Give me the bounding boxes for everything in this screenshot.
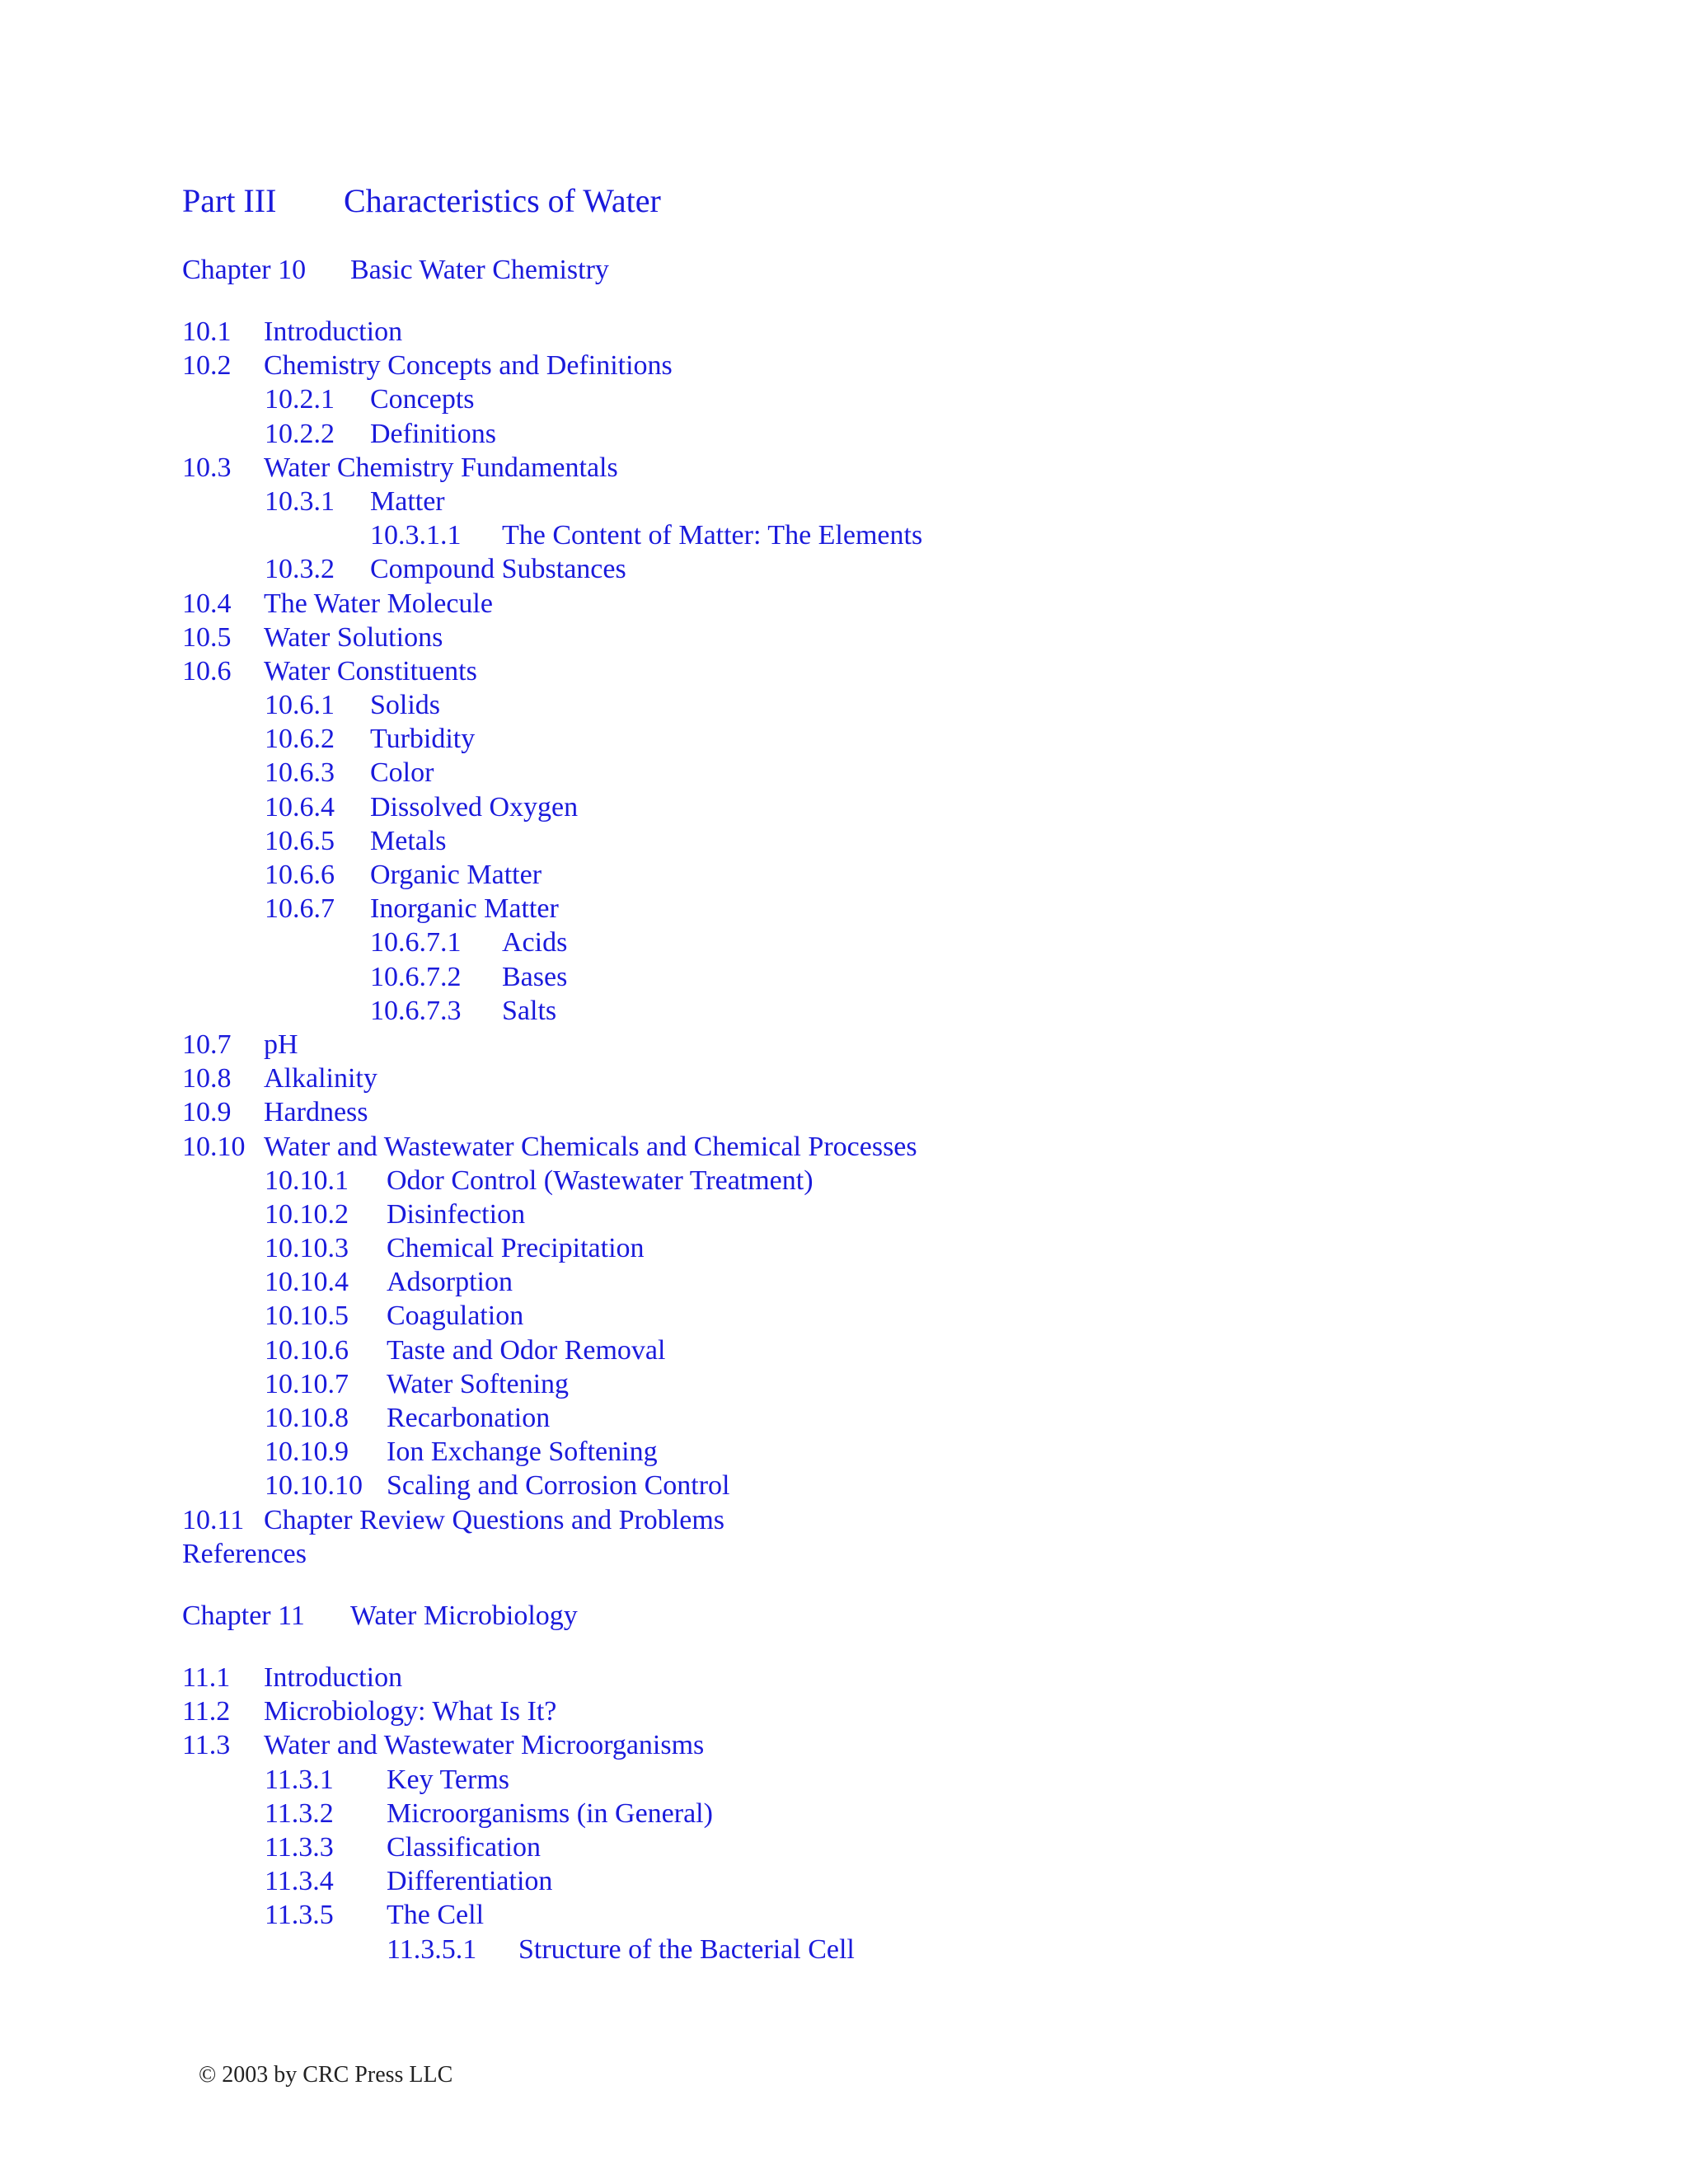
toc-entry-title[interactable]: Taste and Odor Removal <box>387 1334 666 1366</box>
toc-entry-title[interactable]: Odor Control (Wastewater Treatment) <box>387 1165 814 1196</box>
toc-entry[interactable] <box>182 1694 1254 1728</box>
toc-entry-title[interactable]: Microbiology: What Is It? <box>264 1696 557 1727</box>
toc-entry-number[interactable]: 11.3.5 <box>265 1900 334 1931</box>
toc-entry[interactable] <box>182 722 1254 756</box>
toc-entry-title[interactable]: Chemistry Concepts and Definitions <box>264 350 673 382</box>
toc-entry-title[interactable]: Metals <box>370 825 447 856</box>
toc-entry-number[interactable]: 10.11 <box>182 1504 245 1535</box>
toc-entry-number[interactable]: 11.3.5.1 <box>387 1933 477 1965</box>
toc-entry-title[interactable]: Microorganisms (in General) <box>387 1797 713 1829</box>
toc-entry[interactable] <box>182 1537 1254 1571</box>
toc-list <box>182 1661 1254 1966</box>
toc-entry[interactable] <box>182 451 1254 485</box>
toc-entry-title[interactable]: The Content of Matter: The Elements <box>502 520 923 551</box>
toc-entry-title[interactable]: Chapter Review Questions and Problems <box>264 1504 725 1535</box>
toc-entry-number[interactable]: 10.6.7 <box>265 893 335 925</box>
toc-entry-number[interactable]: 10.5 <box>182 621 232 653</box>
toc-entry-number[interactable]: 10.10.6 <box>265 1334 349 1366</box>
toc-entry-title[interactable]: pH <box>264 1029 298 1060</box>
toc-entry[interactable] <box>182 892 1254 926</box>
toc-entry[interactable] <box>182 485 1254 518</box>
toc-entry-number[interactable]: 10.3.2 <box>265 554 335 585</box>
toc-entry-title[interactable]: Water Constituents <box>264 655 477 687</box>
toc-entry-title[interactable]: Coagulation <box>387 1301 524 1332</box>
toc-entry-number[interactable]: 10.6.4 <box>265 791 335 823</box>
toc-entry[interactable] <box>182 824 1254 858</box>
toc-entry-number[interactable]: 10.3 <box>182 452 232 483</box>
toc-entry-number[interactable]: 11.3.3 <box>265 1831 334 1863</box>
toc-entry-number[interactable]: 10.3.1.1 <box>370 520 462 551</box>
toc-entry-number[interactable]: 10.8 <box>182 1063 232 1094</box>
toc-entry[interactable] <box>182 1435 1254 1469</box>
toc-entry-title[interactable]: Key Terms <box>387 1764 510 1795</box>
toc-entry-title[interactable]: Adsorption <box>387 1267 513 1298</box>
chapter-title[interactable]: Basic Water Chemistry <box>350 255 609 285</box>
toc-entry-title[interactable]: Classification <box>387 1831 541 1863</box>
toc-entry[interactable] <box>182 417 1254 451</box>
toc-entry-number[interactable]: 10.6 <box>182 655 232 687</box>
toc-entry[interactable] <box>182 858 1254 892</box>
toc-entry[interactable] <box>182 1231 1254 1265</box>
toc-entry-number[interactable]: 11.3.2 <box>265 1797 334 1829</box>
toc-entry-number[interactable]: 10.1 <box>182 316 232 347</box>
toc-entry-number[interactable]: 10.10.10 <box>265 1470 363 1502</box>
toc-entry-number[interactable]: 10.6.7.1 <box>370 927 462 958</box>
toc-entry-title[interactable]: References <box>182 1538 307 1569</box>
toc-entry-number[interactable]: 10.10.8 <box>265 1403 349 1433</box>
toc-entry-title[interactable]: Bases <box>502 961 568 992</box>
toc-entry-number[interactable]: 11.2 <box>182 1696 231 1727</box>
toc-entry-number[interactable]: 10.6.7.3 <box>370 995 462 1026</box>
toc-entry-title[interactable]: Inorganic Matter <box>370 893 559 925</box>
toc-entry[interactable] <box>182 994 1254 1028</box>
toc-entry[interactable] <box>182 1797 1254 1830</box>
toc-entry-title[interactable]: Solids <box>370 690 441 721</box>
toc-entry-number[interactable]: 11.3.1 <box>265 1764 334 1795</box>
toc-entry-number[interactable]: 10.10.4 <box>265 1267 349 1298</box>
toc-entry-title[interactable]: Introduction <box>264 316 403 347</box>
toc-entry[interactable] <box>182 518 1254 552</box>
toc-entry[interactable] <box>182 1401 1254 1435</box>
toc-entry-number[interactable]: 11.3 <box>182 1730 231 1761</box>
toc-entry[interactable] <box>182 552 1254 586</box>
toc-entry-title[interactable]: Compound Substances <box>370 554 626 585</box>
toc-entry[interactable] <box>182 1469 1254 1502</box>
toc-entry-number[interactable]: 10.6.5 <box>265 825 335 856</box>
toc-entry-number[interactable]: 10.6.1 <box>265 690 335 721</box>
toc-entry-title[interactable]: Water and Wastewater Chemicals and Chemical Processes <box>264 1131 917 1162</box>
toc-entry-title[interactable]: Acids <box>502 927 568 958</box>
toc-entry[interactable] <box>182 1830 1254 1864</box>
toc-entry[interactable] <box>182 1367 1254 1401</box>
toc-entry-title[interactable]: Concepts <box>370 384 475 415</box>
toc-list <box>182 315 1254 1571</box>
toc-entry-title[interactable]: The Cell <box>387 1900 485 1931</box>
toc-entry[interactable] <box>182 1933 1254 1966</box>
copyright-footer: © 2003 by CRC Press LLC <box>199 2062 453 2088</box>
chapter-heading[interactable] <box>182 1598 578 1634</box>
part-heading[interactable] <box>182 180 661 223</box>
toc-entry[interactable] <box>182 1333 1254 1367</box>
toc-entry[interactable] <box>182 790 1254 824</box>
chapter-heading[interactable] <box>182 252 609 288</box>
toc-entry-title[interactable]: The Water Molecule <box>264 588 493 619</box>
toc-entry[interactable] <box>182 1503 1254 1537</box>
toc-entry[interactable] <box>182 1095 1254 1129</box>
toc-entry[interactable] <box>182 382 1254 416</box>
part-number[interactable]: Part III <box>182 182 277 219</box>
toc-entry-number[interactable]: 10.6.3 <box>265 757 335 789</box>
toc-entry-title[interactable]: Disinfection <box>387 1198 526 1230</box>
toc-entry-number[interactable]: 10.6.6 <box>265 860 335 890</box>
toc-entry-title[interactable]: Dissolved Oxygen <box>370 791 579 823</box>
toc-entry-title[interactable]: Ion Exchange Softening <box>387 1436 658 1468</box>
toc-entry[interactable] <box>182 587 1254 621</box>
toc-entry-number[interactable]: 10.10.7 <box>265 1368 349 1399</box>
toc-entry[interactable] <box>182 1763 1254 1797</box>
part-title[interactable]: Characteristics of Water <box>344 182 661 219</box>
toc-entry[interactable] <box>182 1661 1254 1694</box>
toc-entry[interactable] <box>182 1728 1254 1762</box>
toc-entry-number[interactable]: 10.4 <box>182 588 232 619</box>
toc-entry-number[interactable]: 10.2.1 <box>265 384 335 415</box>
toc-entry[interactable] <box>182 1265 1254 1299</box>
toc-entry[interactable] <box>182 654 1254 688</box>
toc-entry-title[interactable]: Turbidity <box>370 724 476 755</box>
toc-entry-number[interactable]: 11.1 <box>182 1662 231 1693</box>
toc-entry-title[interactable]: Differentiation <box>387 1866 553 1897</box>
toc-entry-number[interactable]: 10.10.9 <box>265 1436 349 1468</box>
toc-entry-number[interactable]: 10.10.2 <box>265 1198 349 1230</box>
toc-entry[interactable] <box>182 926 1254 959</box>
toc-entry[interactable] <box>182 1864 1254 1898</box>
toc-entry-title[interactable]: Water Solutions <box>264 621 443 653</box>
toc-entry[interactable] <box>182 1164 1254 1197</box>
toc-entry-title[interactable]: Salts <box>502 995 557 1026</box>
toc-entry[interactable] <box>182 621 1254 654</box>
toc-entry-title[interactable]: Introduction <box>264 1662 403 1693</box>
toc-entry-title[interactable]: Water and Wastewater Microorganisms <box>264 1730 705 1761</box>
toc-entry-title[interactable]: Scaling and Corrosion Control <box>387 1470 730 1502</box>
chapter-title[interactable]: Water Microbiology <box>350 1601 578 1631</box>
toc-entry[interactable] <box>182 315 1254 349</box>
toc-entry[interactable] <box>182 1898 1254 1932</box>
toc-entry-number[interactable]: 10.2 <box>182 350 232 382</box>
toc-entry-title[interactable]: Structure of the Bacterial Cell <box>518 1933 855 1965</box>
toc-entry-title[interactable]: Color <box>370 757 434 789</box>
toc-entry-number[interactable]: 10.6.2 <box>265 724 335 755</box>
toc-entry[interactable] <box>182 1062 1254 1095</box>
chapter-number[interactable]: Chapter 10 <box>182 255 307 285</box>
toc-entry[interactable] <box>182 756 1254 790</box>
toc-entry-number[interactable]: 10.7 <box>182 1029 232 1060</box>
toc-entry-title[interactable]: Water Chemistry Fundamentals <box>264 452 618 483</box>
toc-entry-number[interactable]: 10.2.2 <box>265 418 335 449</box>
toc-entry-number[interactable]: 10.10.5 <box>265 1301 349 1332</box>
toc-entry-number[interactable]: 10.6.7.2 <box>370 961 462 992</box>
toc-entry-title[interactable]: Definitions <box>370 418 496 449</box>
toc-entry[interactable] <box>182 1299 1254 1333</box>
toc-entry-number[interactable]: 10.10.1 <box>265 1165 349 1196</box>
toc-entry-title[interactable]: Recarbonation <box>387 1403 551 1433</box>
toc-entry-number[interactable]: 10.9 <box>182 1097 232 1128</box>
toc-entry[interactable] <box>182 688 1254 722</box>
toc-entry[interactable] <box>182 1197 1254 1231</box>
toc-entry[interactable] <box>182 1130 1254 1164</box>
toc-entry-title[interactable]: Alkalinity <box>264 1063 377 1094</box>
toc-entry-title[interactable]: Water Softening <box>387 1368 570 1399</box>
toc-entry[interactable] <box>182 1028 1254 1062</box>
toc-entry-number[interactable]: 10.3.1 <box>265 485 335 517</box>
toc-entry-number[interactable]: 11.3.4 <box>265 1866 334 1897</box>
toc-entry[interactable] <box>182 349 1254 382</box>
toc-entry[interactable] <box>182 960 1254 994</box>
toc-entry-title[interactable]: Matter <box>370 485 445 517</box>
chapter-number[interactable]: Chapter 11 <box>182 1601 305 1631</box>
toc-entry-title[interactable]: Hardness <box>264 1097 368 1128</box>
toc-entry-title[interactable]: Chemical Precipitation <box>387 1233 645 1264</box>
toc-entry-number[interactable]: 10.10.3 <box>265 1233 349 1264</box>
toc-entry-title[interactable]: Organic Matter <box>370 860 542 890</box>
toc-entry-number[interactable]: 10.10 <box>182 1131 246 1162</box>
